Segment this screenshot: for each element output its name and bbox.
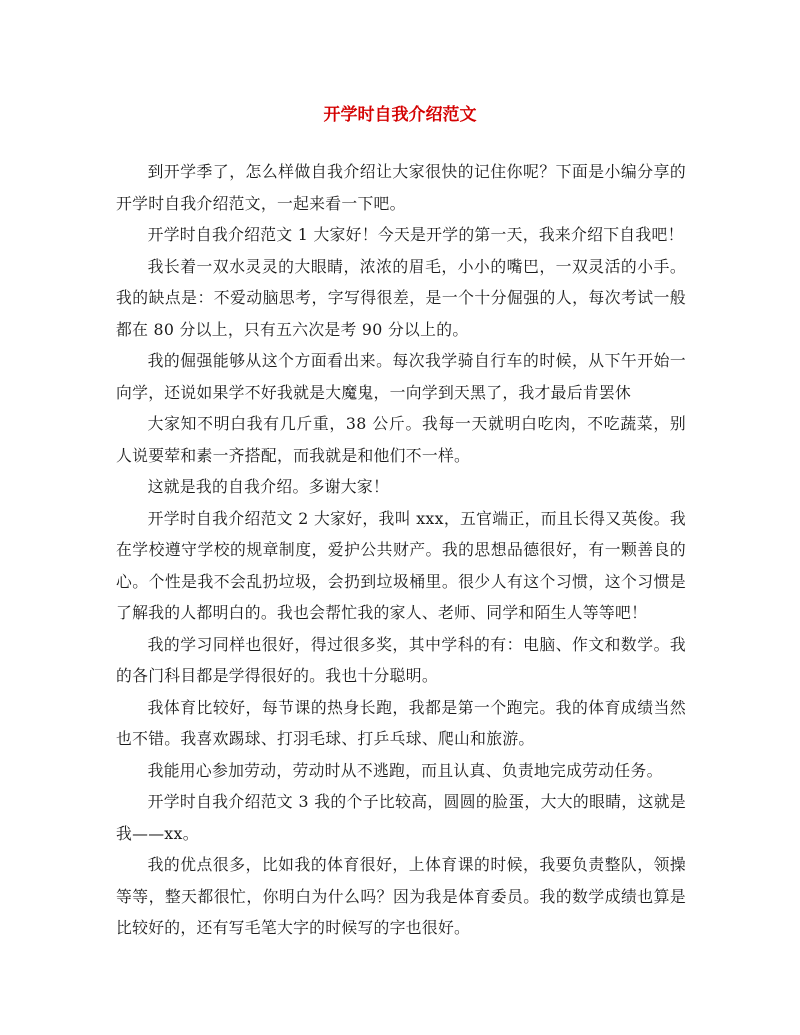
- paragraph-intro: 到开学季了，怎么样做自我介绍让大家很快的记住你呢？下面是小编分享的开学时自我介绍范文，一起来看一下吧。: [116, 162, 686, 213]
- paragraph-sports: 我体育比较好，每节课的热身长跑，我都是第一个跑完。我的体育成绩当然也不错。我喜欢踢球、打羽毛球、打乒乓球、爬山和旅游。: [116, 697, 686, 748]
- paragraph-labor: 我能用心参加劳动，劳动时从不逃跑，而且认真、负责地完成劳动任务。: [147, 760, 663, 780]
- document-body: [116, 156, 686, 944]
- paragraph-study: 我的学习同样也很好，得过很多奖，其中学科的有：电脑、作文和数学。我的各门科目都是学得很好的。我也十分聪明。: [116, 634, 686, 685]
- paragraph-sample-3: 开学时自我介绍范文 3 我的个子比较高，圆圆的脸蛋，大大的眼睛，这就是我——xx。: [116, 792, 686, 843]
- paragraph-thanks: 这就是我的自我介绍。多谢大家！: [147, 477, 390, 496]
- paragraph-appearance: 我长着一双水灵灵的大眼睛，浓浓的眉毛，小小的嘴巴，一双灵活的小手。我的缺点是：不爱动脑思考，字写得很差，是一个十分倔强的人，每次考试一般都在 80 分以上，只有五六次是考 90 分以上的。: [116, 256, 686, 339]
- paragraph-weight: 大家知不明白我有几斤重，38 公斤。我每一天就明白吃肉，不吃蔬菜，别人说要荤和素一齐搭配，而我就是和他们不一样。: [116, 414, 686, 465]
- paragraph-sample-2: 开学时自我介绍范文 2 大家好，我叫 xxx，五官端正，而且长得又英俊。我在学校遵守学校的规章制度，爱护公共财产。我的思想品德很好，有一颗善良的心。个性是我不会乱扔垃圾，会扔到垃圾桶里。很少人有这个习惯，这个习惯是了解我的人都明白的。我也会帮忙我的家人、老师、同学和陌生人等等吧！: [116, 508, 686, 622]
- paragraph-strengths: 我的优点很多，比如我的体育很好，上体育课的时候，我要负责整队，领操等等，整天都很忙，你明白为什么吗？因为我是体育委员。我的数学成绩也算是比较好的，还有写毛笔大字的时候写的字也很好。: [116, 855, 686, 937]
- paragraph-stubbornness: 我的倔强能够从这个方面看出来。每次我学骑自行车的时候，从下午开始一向学，还说如果学不好我就是大魔鬼，一向学到天黑了，我才最后肯罢休: [116, 351, 686, 402]
- paragraph-sample-1-heading: 开学时自我介绍范文 1 大家好！今天是开学的第一天，我来介绍下自我吧！: [147, 225, 684, 244]
- document-title: 开学时自我介绍范文: [323, 105, 477, 125]
